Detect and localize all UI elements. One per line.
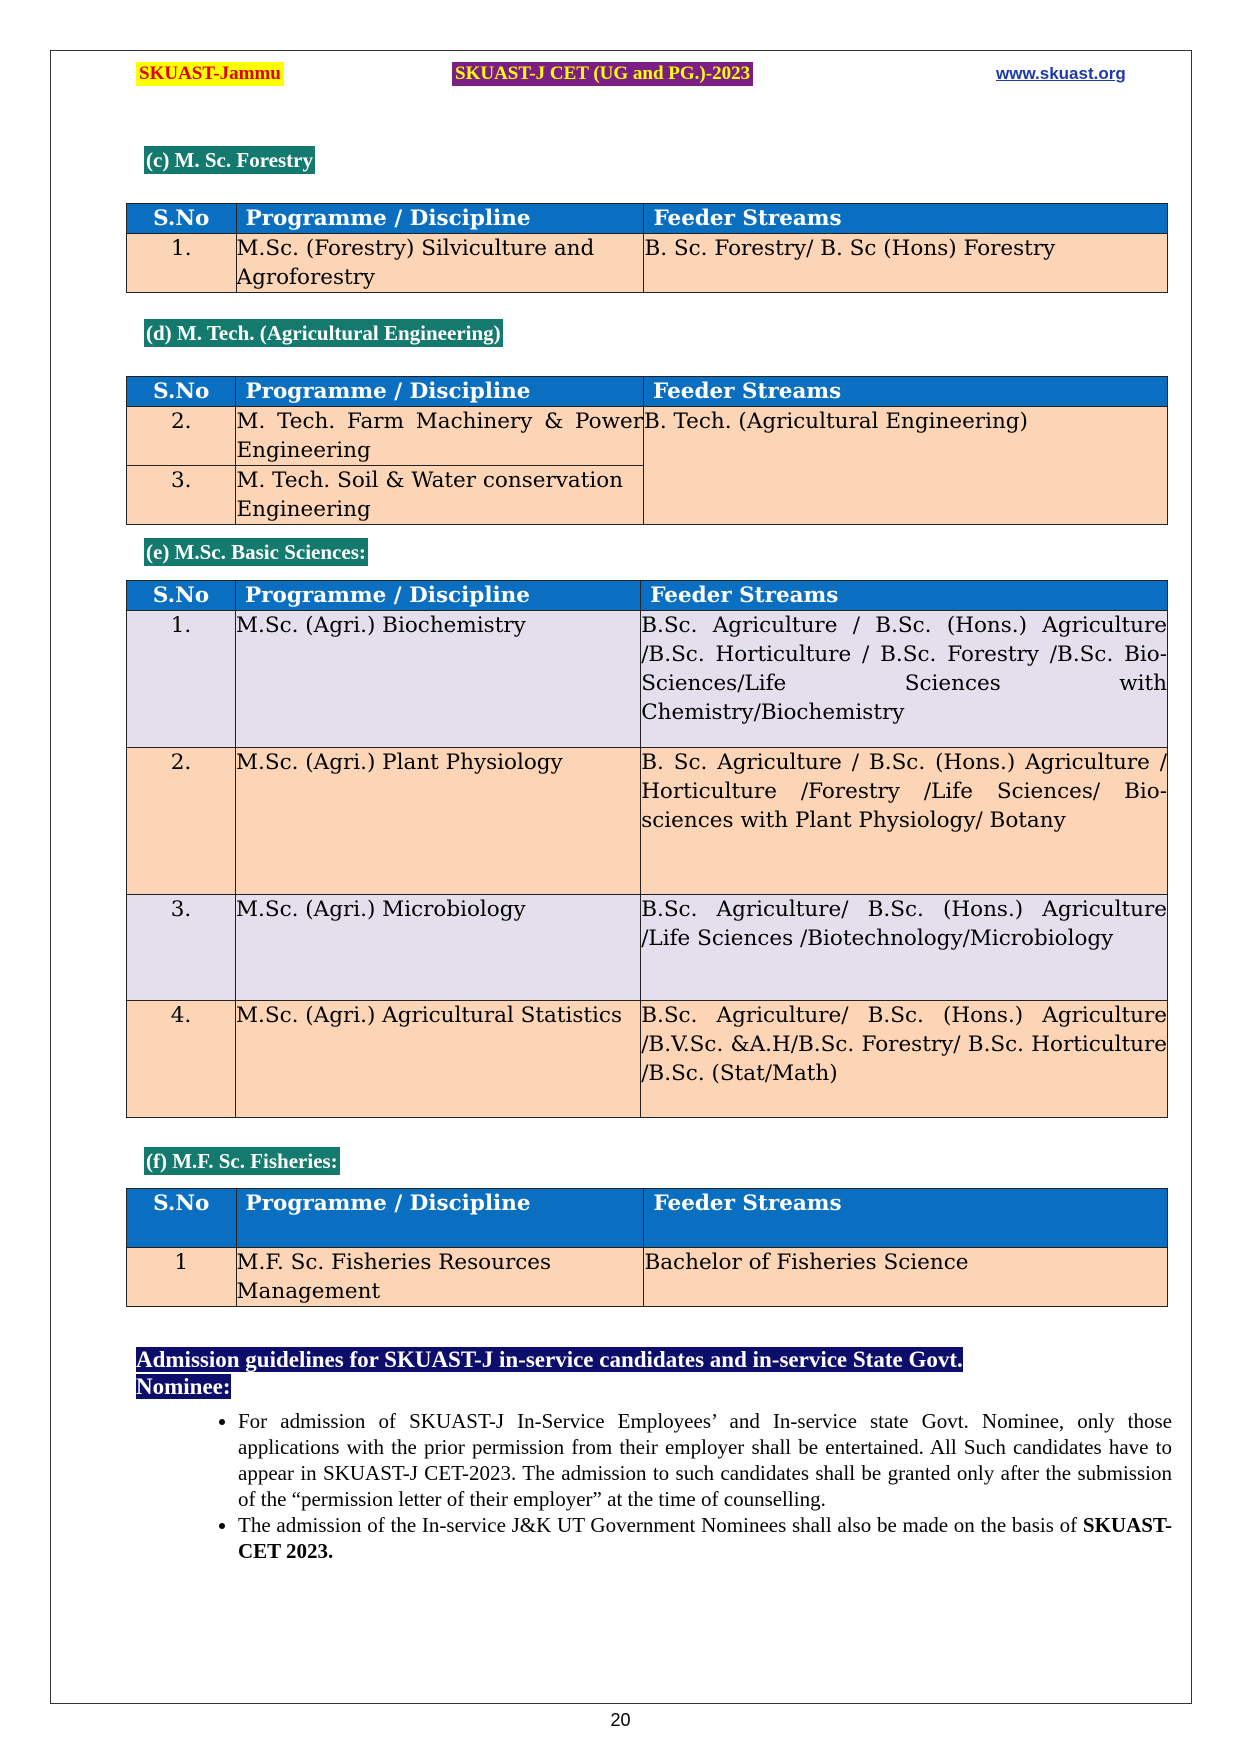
table-row [127, 234, 1168, 293]
row-sno: 2. [127, 748, 236, 895]
row-programme: M.Sc. (Agri.) Agricultural Statistics [236, 1001, 641, 1118]
col-sno: S.No [127, 377, 236, 407]
row-feeder: Bachelor of Fisheries Science [644, 1248, 1168, 1307]
col-programme: Programme / Discipline [236, 1189, 644, 1248]
header-institution: SKUAST-Jammu [136, 62, 284, 86]
col-feeder: Feeder Streams [644, 1189, 1168, 1248]
mtech-table [126, 376, 1168, 525]
row-sno: 1. [127, 611, 236, 748]
row-feeder: B.Sc. Agriculture/ B.Sc. (Hons.) Agriculture /B.V.Sc. &A.H/B.Sc. Forestry/ B.Sc. Horticulture /B.Sc. (Stat/Math) [641, 1001, 1168, 1118]
fisheries-table [126, 1188, 1168, 1307]
row-feeder: B.Sc. Agriculture / B.Sc. (Hons.) Agriculture /B.Sc. Horticulture / B.Sc. Forestry /B.Sc. Bio-Sciences/Life Sciences with Chemistry/Biochemistry [641, 611, 1168, 748]
table-row [127, 611, 1168, 748]
section-title-forestry: (c) M. Sc. Forestry [146, 148, 313, 172]
section-title-basic-sciences: (e) M.Sc. Basic Sciences: [146, 540, 366, 564]
row-programme: M.Sc. (Forestry) Silviculture and Agroforestry [236, 234, 644, 293]
table-row [127, 748, 1168, 895]
basic-sciences-table [126, 580, 1168, 1118]
bullet-text: The admission of the In-service J&K UT Government Nominees shall also be made on the basis of [238, 1513, 1083, 1537]
bullet-bold-text: SKUAST-CET 2023. [238, 1513, 1172, 1563]
table-row [127, 407, 1168, 466]
row-sno: 2. [127, 407, 236, 466]
row-feeder: B.Sc. Agriculture/ B.Sc. (Hons.) Agriculture /Life Sciences /Biotechnology/Microbiology [641, 895, 1168, 1001]
row-programme: M.F. Sc. Fisheries Resources Management [236, 1248, 644, 1307]
row-sno: 1 [127, 1248, 237, 1307]
row-programme: M.Sc. (Agri.) Biochemistry [236, 611, 641, 748]
page-number: 20 [610, 1710, 631, 1730]
table-header-row [127, 581, 1168, 611]
header-website-link[interactable]: www.skuast.org [996, 64, 1126, 83]
section-title-fisheries: (f) M.F. Sc. Fisheries: [146, 1149, 338, 1173]
col-sno: S.No [127, 581, 236, 611]
row-programme: M. Tech. Farm Machinery & Power Engineering [236, 407, 644, 466]
col-programme: Programme / Discipline [236, 204, 644, 234]
row-programme: M. Tech. Soil & Water conservation Engineering [236, 466, 644, 525]
forestry-table [126, 203, 1168, 293]
row-programme: M.Sc. (Agri.) Microbiology [236, 895, 641, 1001]
table-row [127, 1248, 1168, 1307]
row-programme: M.Sc. (Agri.) Plant Physiology [236, 748, 641, 895]
row-sno: 1. [127, 234, 237, 293]
row-sno: 3. [127, 895, 236, 1001]
section-title-mtech: (d) M. Tech. (Agricultural Engineering) [146, 321, 501, 345]
admission-heading [136, 1346, 1036, 1400]
list-item [238, 1408, 1172, 1512]
col-feeder: Feeder Streams [641, 581, 1168, 611]
col-programme: Programme / Discipline [236, 377, 644, 407]
col-sno: S.No [127, 204, 237, 234]
row-sno: 3. [127, 466, 236, 525]
admission-bullet-list [200, 1408, 1172, 1564]
table-header-row [127, 377, 1168, 407]
list-item [238, 1512, 1172, 1564]
col-programme: Programme / Discipline [236, 581, 641, 611]
header-exam-title: SKUAST-J CET (UG and PG.)-2023 [452, 62, 753, 86]
table-header-row [127, 1189, 1168, 1248]
col-feeder: Feeder Streams [644, 204, 1168, 234]
col-feeder: Feeder Streams [644, 377, 1168, 407]
row-feeder: B. Tech. (Agricultural Engineering) [644, 407, 1168, 525]
table-row [127, 895, 1168, 1001]
col-sno: S.No [127, 1189, 237, 1248]
admission-heading-text: Admission guidelines for SKUAST-J in-service candidates and in-service State Govt. Nominee: [136, 1347, 963, 1399]
row-sno: 4. [127, 1001, 236, 1118]
row-feeder: B. Sc. Agriculture / B.Sc. (Hons.) Agriculture / Horticulture /Forestry /Life Sciences/ Bio-sciences with Plant Physiology/ Botany [641, 748, 1168, 895]
bullet-text: For admission of SKUAST-J In-Service Employees’ and In-service state Govt. Nominee, only those applications with the prior permission from their employer shall be entertained. All Such candidates have to appear in SKUAST-J CET-2023. The admission to such candidates shall be granted only after the submission of the “permission letter of their employer” at the time of counselling. [238, 1409, 1172, 1511]
table-header-row [127, 204, 1168, 234]
row-feeder: B. Sc. Forestry/ B. Sc (Hons) Forestry [644, 234, 1168, 293]
table-row [127, 1001, 1168, 1118]
